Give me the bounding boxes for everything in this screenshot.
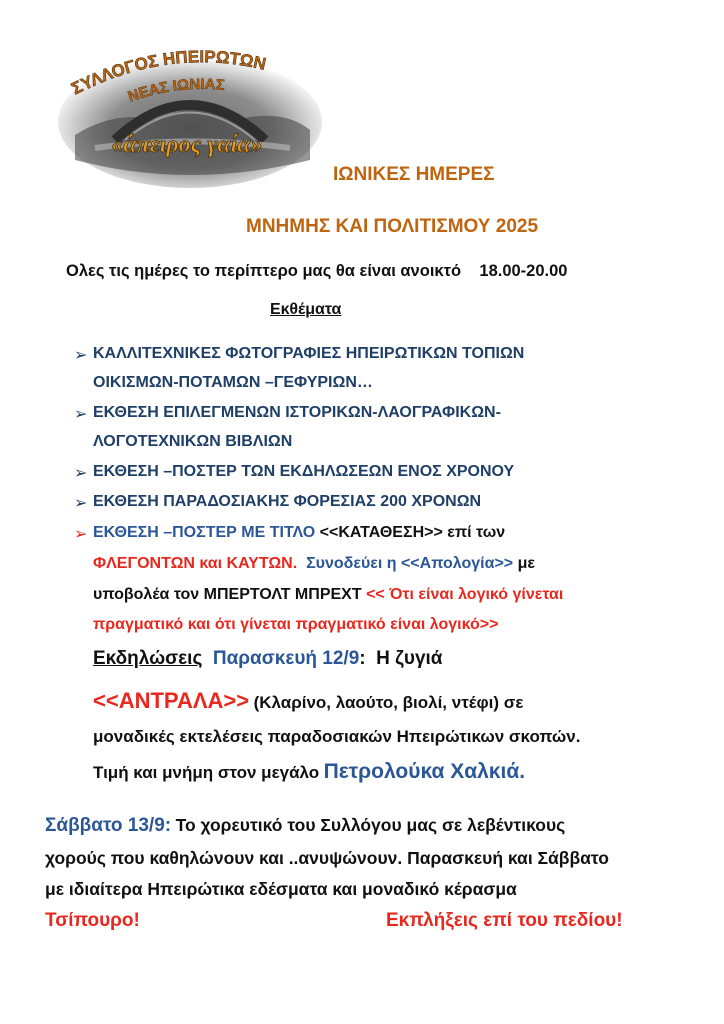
poster-with: με — [517, 555, 535, 572]
band-instruments: (Κλαρίνο, λαούτο, βιολί, ντέφι) σε — [253, 693, 524, 712]
opening-text: Ολες τις ημέρες το περίπτερο μας θα είναι ανοικτό — [66, 262, 462, 280]
list-item-line: ΚΑΛΛΙΤΕΧΝΙΚΕΣ ΦΩΤΟΓΡΑΦΙΕΣ ΗΠΕΙΡΩΤΙΚΩΝ ΤΟΠΙΩΝ — [93, 345, 525, 362]
poster-quote-end: πραγματικό και ότι γίνεται πραγματικό είναι λογικό>> — [93, 616, 499, 633]
events-colon: : — [359, 648, 366, 669]
list-item-line: ΕΚΘΕΣΗ –ΠΟΣΤΕΡ ΤΩΝ ΕΚΔΗΛΩΣΕΩΝ ΕΝΟΣ ΧΡΟΝΟΥ — [93, 463, 515, 480]
surprises-text: Εκπλήξεις επί του πεδίου! — [386, 910, 623, 931]
exhibitions-heading: Εκθέματα — [270, 301, 342, 318]
poster-quote-start: << Ότι είναι λογικό γίνεται — [366, 586, 564, 603]
events-line-3: μοναδικές εκτελέσεις παραδοσιακών Ηπειρώτικων σκοπών. — [93, 727, 581, 746]
logo-arc-mid: ΝΕΑΣ ΙΩΝΙΑΣ — [125, 75, 226, 106]
arrow-bullet-icon: ➢ — [74, 495, 88, 512]
arrow-bullet-icon: ➢ — [74, 347, 88, 364]
band-name: <<ΑΝΤΡΑΛΑ>> — [93, 688, 250, 713]
saturday-line-1 — [45, 815, 565, 837]
events-label: Εκδηλώσεις — [93, 648, 203, 669]
saturday-text-2: χορούς που καθηλώνουν και ..ανυψώνουν. Παρασκευή και Σάββατο — [45, 848, 609, 868]
tsipouro-text: Τσίπουρο! — [45, 910, 140, 931]
saturday-text-1: Το χορευτικό του Συλλόγου μας σε λεβέντικους — [175, 815, 566, 835]
poster-title-label: ΕΚΘΕΣΗ –ΠΟΣΤΕΡ ΜΕ ΤΙΤΛΟ — [93, 524, 316, 541]
arrow-bullet-icon: ➢ — [74, 465, 88, 482]
poster-line-3 — [93, 586, 563, 604]
saturday-text-3: με ιδιαίτερα Ηπειρώτικα εδέσματα και μοναδικό κέρασμα — [45, 879, 517, 899]
poster-brecht: υποβολέα τον ΜΠΕΡΤΟΛΤ ΜΠΡΕΧΤ — [93, 586, 362, 603]
logo-arc-top: ΣΥΛΛΟΓΟΣ ΗΠΕΙΡΩΤΩΝ — [68, 47, 268, 99]
events-line-1 — [93, 648, 443, 670]
tribute-name: Πετρολούκα Χαλκιά. — [323, 760, 526, 783]
title-line-2: ΜΝΗΜΗΣ ΚΑΙ ΠΟΛΙΤΙΣΜΟΥ 2025 — [246, 216, 539, 237]
poster-apology: Συνοδεύει η <<Απολογία>> — [306, 555, 514, 572]
arrow-bullet-icon: ➢ — [74, 406, 88, 423]
poster-title: <<ΚΑΤΑΘΕΣΗ>> επί των — [319, 524, 506, 541]
opening-hours: 18.00-20.00 — [479, 262, 568, 280]
poster-line-1 — [93, 524, 505, 542]
association-logo — [55, 40, 325, 190]
opening-hours-line — [66, 262, 567, 281]
poster-line-2 — [93, 555, 535, 573]
band-intro: Η ζυγιά — [376, 648, 443, 669]
events-line-4 — [93, 760, 525, 784]
saturday-label: Σάββατο 13/9: — [45, 815, 172, 836]
list-item-line: ΕΚΘΕΣΗ ΠΑΡΑΔΟΣΙΑΚΗΣ ΦΟΡΕΣΙΑΣ 200 ΧΡΟΝΩΝ — [93, 493, 482, 510]
list-item-line: ΛΟΓΟΤΕΧΝΙΚΩΝ ΒΙΒΛΙΩΝ — [93, 433, 293, 450]
events-day1: Παρασκευή 12/9 — [212, 648, 360, 669]
tribute-text: Τιμή και μνήμη στον μεγάλο — [93, 763, 320, 782]
logo-tagline: «άπειρος γαία» — [111, 132, 263, 158]
title-line-1: ΙΩΝΙΚΕΣ ΗΜΕΡΕΣ — [333, 164, 495, 185]
events-line-2 — [93, 688, 523, 714]
list-item-line: ΟΙΚΙΣΜΩΝ-ΠΟΤΑΜΩΝ –ΓΕΦΥΡΙΩΝ… — [93, 374, 373, 391]
arrow-bullet-icon: ➢ — [74, 526, 88, 543]
poster-subtitle: ΦΛΕΓΟΝΤΩΝ και ΚΑΥΤΩΝ. — [93, 555, 298, 572]
list-item-line: ΕΚΘΕΣΗ ΕΠΙΛΕΓΜΕΝΩΝ ΙΣΤΟΡΙΚΩΝ-ΛΑΟΓΡΑΦΙΚΩΝ- — [93, 404, 501, 421]
